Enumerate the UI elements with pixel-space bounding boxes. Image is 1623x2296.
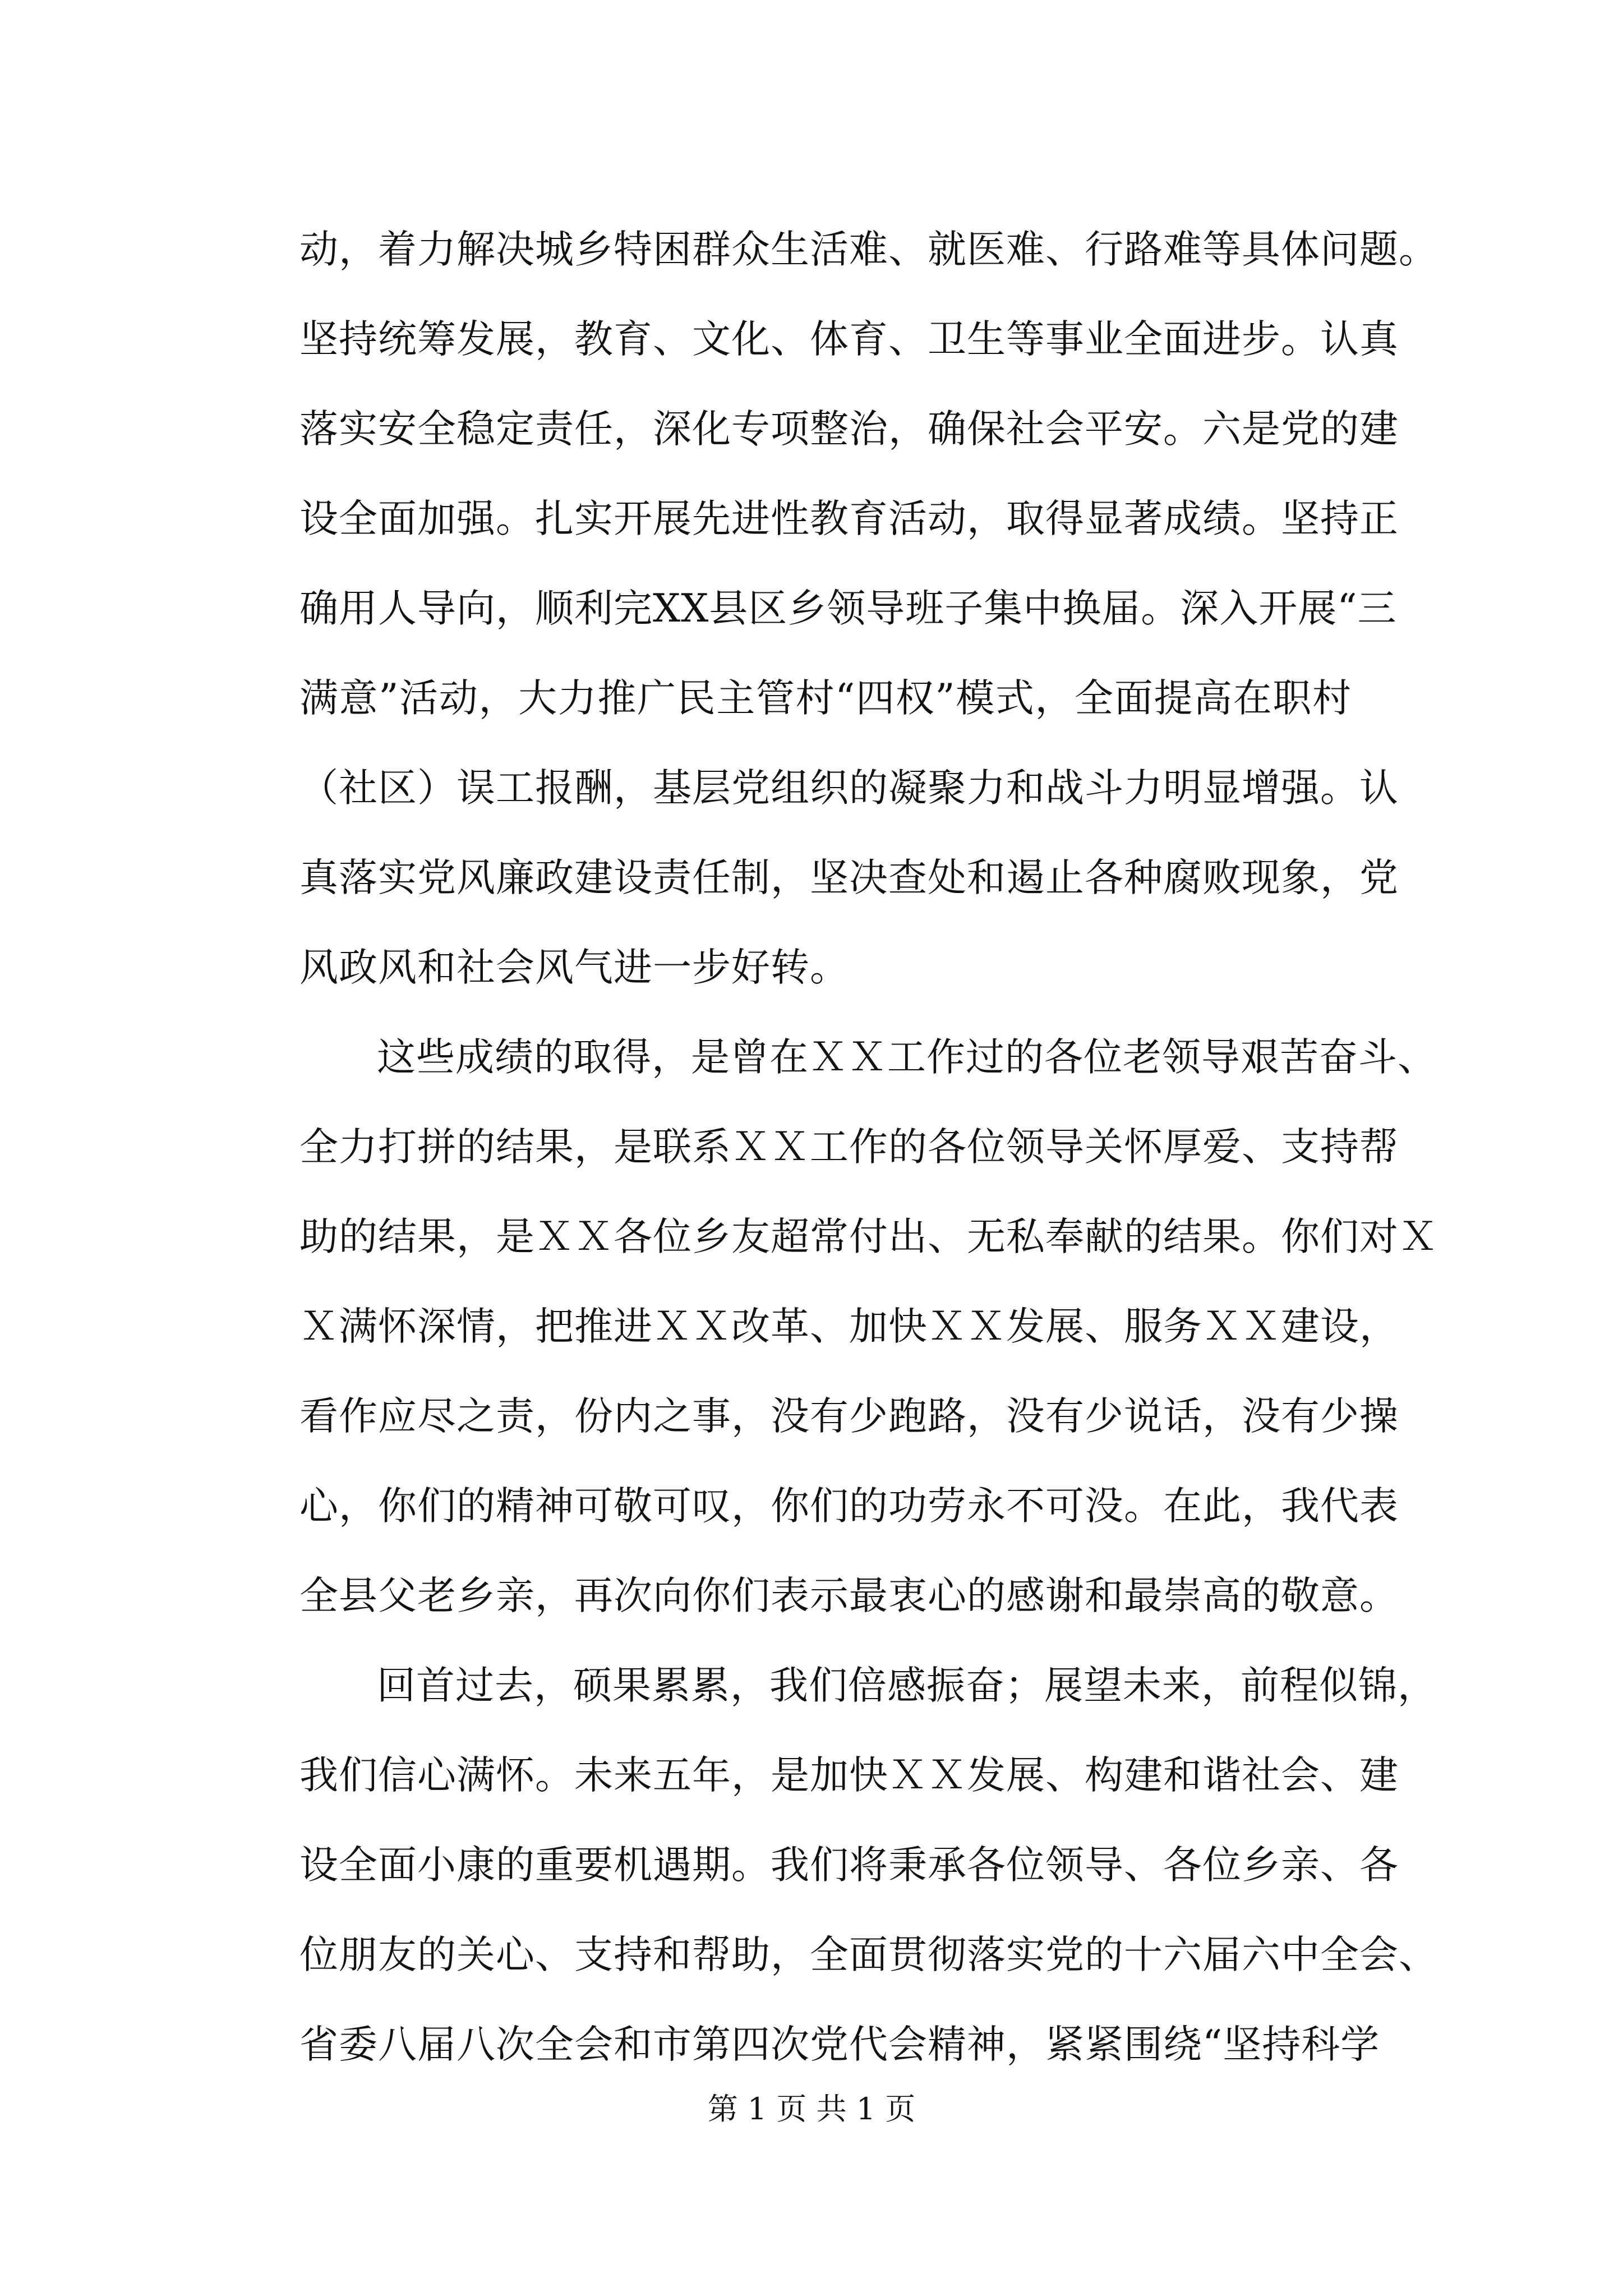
text-line: 落实安全稳定责任，深化专项整治，确保社会平安。六是党的建 [299,407,1399,452]
paragraph-first-line: 回首过去，硕果累累，我们倍感振奋；展望未来，前程似锦， [377,1663,1437,1708]
text-line: 位朋友的关心、支持和帮助，全面贯彻落实党的十六届六中全会、 [299,1932,1438,1977]
document-body [299,205,1438,2090]
text-line: 设全面加强。扎实开展先进性教育活动，取得显著成绩。坚持正 [299,496,1399,541]
text-line: 动，着力解决城乡特困群众生活难、就医难、行路难等具体问题。 [299,227,1438,272]
text-line: 心，你们的精神可敬可叹，你们的功劳永不可没。在此，我代表 [299,1484,1399,1529]
page-number-footer: 第 1 页 共 1 页 [707,2091,916,2127]
text-line: 风政风和社会风气进一步好转。 [299,945,849,990]
text-line: 满意”活动，大力推广民主管村“四权”模式，全面提高在职村 [299,676,1352,721]
text-line: 设全面小康的重要机遇期。我们将秉承各位领导、各位乡亲、各 [299,1843,1399,1888]
text-line: 确用人导向，顺利完XX县区乡领导班子集中换届。深入开展“三 [299,586,1397,631]
text-line: 全力打拼的结果，是联系ＸＸ工作的各位领导关怀厚爱、支持帮 [299,1125,1399,1170]
text-line: 助的结果，是ＸＸ各位乡友超常付出、无私奉献的结果。你们对Ｘ [299,1214,1438,1259]
text-line: 省委八届八次全会和市第四次党代会精神，紧紧围绕“坚持科学 [299,2022,1380,2067]
text-line: 坚持统筹发展，教育、文化、体育、卫生等事业全面进步。认真 [299,317,1399,362]
text-line: （社区）误工报酬，基层党组织的凝聚力和战斗力明显增强。认 [299,766,1399,811]
text-line: 真落实党风廉政建设责任制，坚决查处和遏止各种腐败现象，党 [299,855,1399,900]
paragraph-first-line: 这些成绩的取得，是曾在ＸＸ工作过的各位老领导艰苦奋斗、 [377,1035,1437,1080]
text-line: 全县父老乡亲，再次向你们表示最衷心的感谢和最崇高的敬意。 [299,1573,1399,1618]
text-line: 我们信心满怀。未来五年，是加快ＸＸ发展、构建和谐社会、建 [299,1753,1399,1798]
text-line: 看作应尽之责，份内之事，没有少跑路，没有少说话，没有少操 [299,1394,1399,1439]
text-line: Ｘ满怀深情，把推进ＸＸ改革、加快ＸＸ发展、服务ＸＸ建设， [299,1304,1399,1349]
